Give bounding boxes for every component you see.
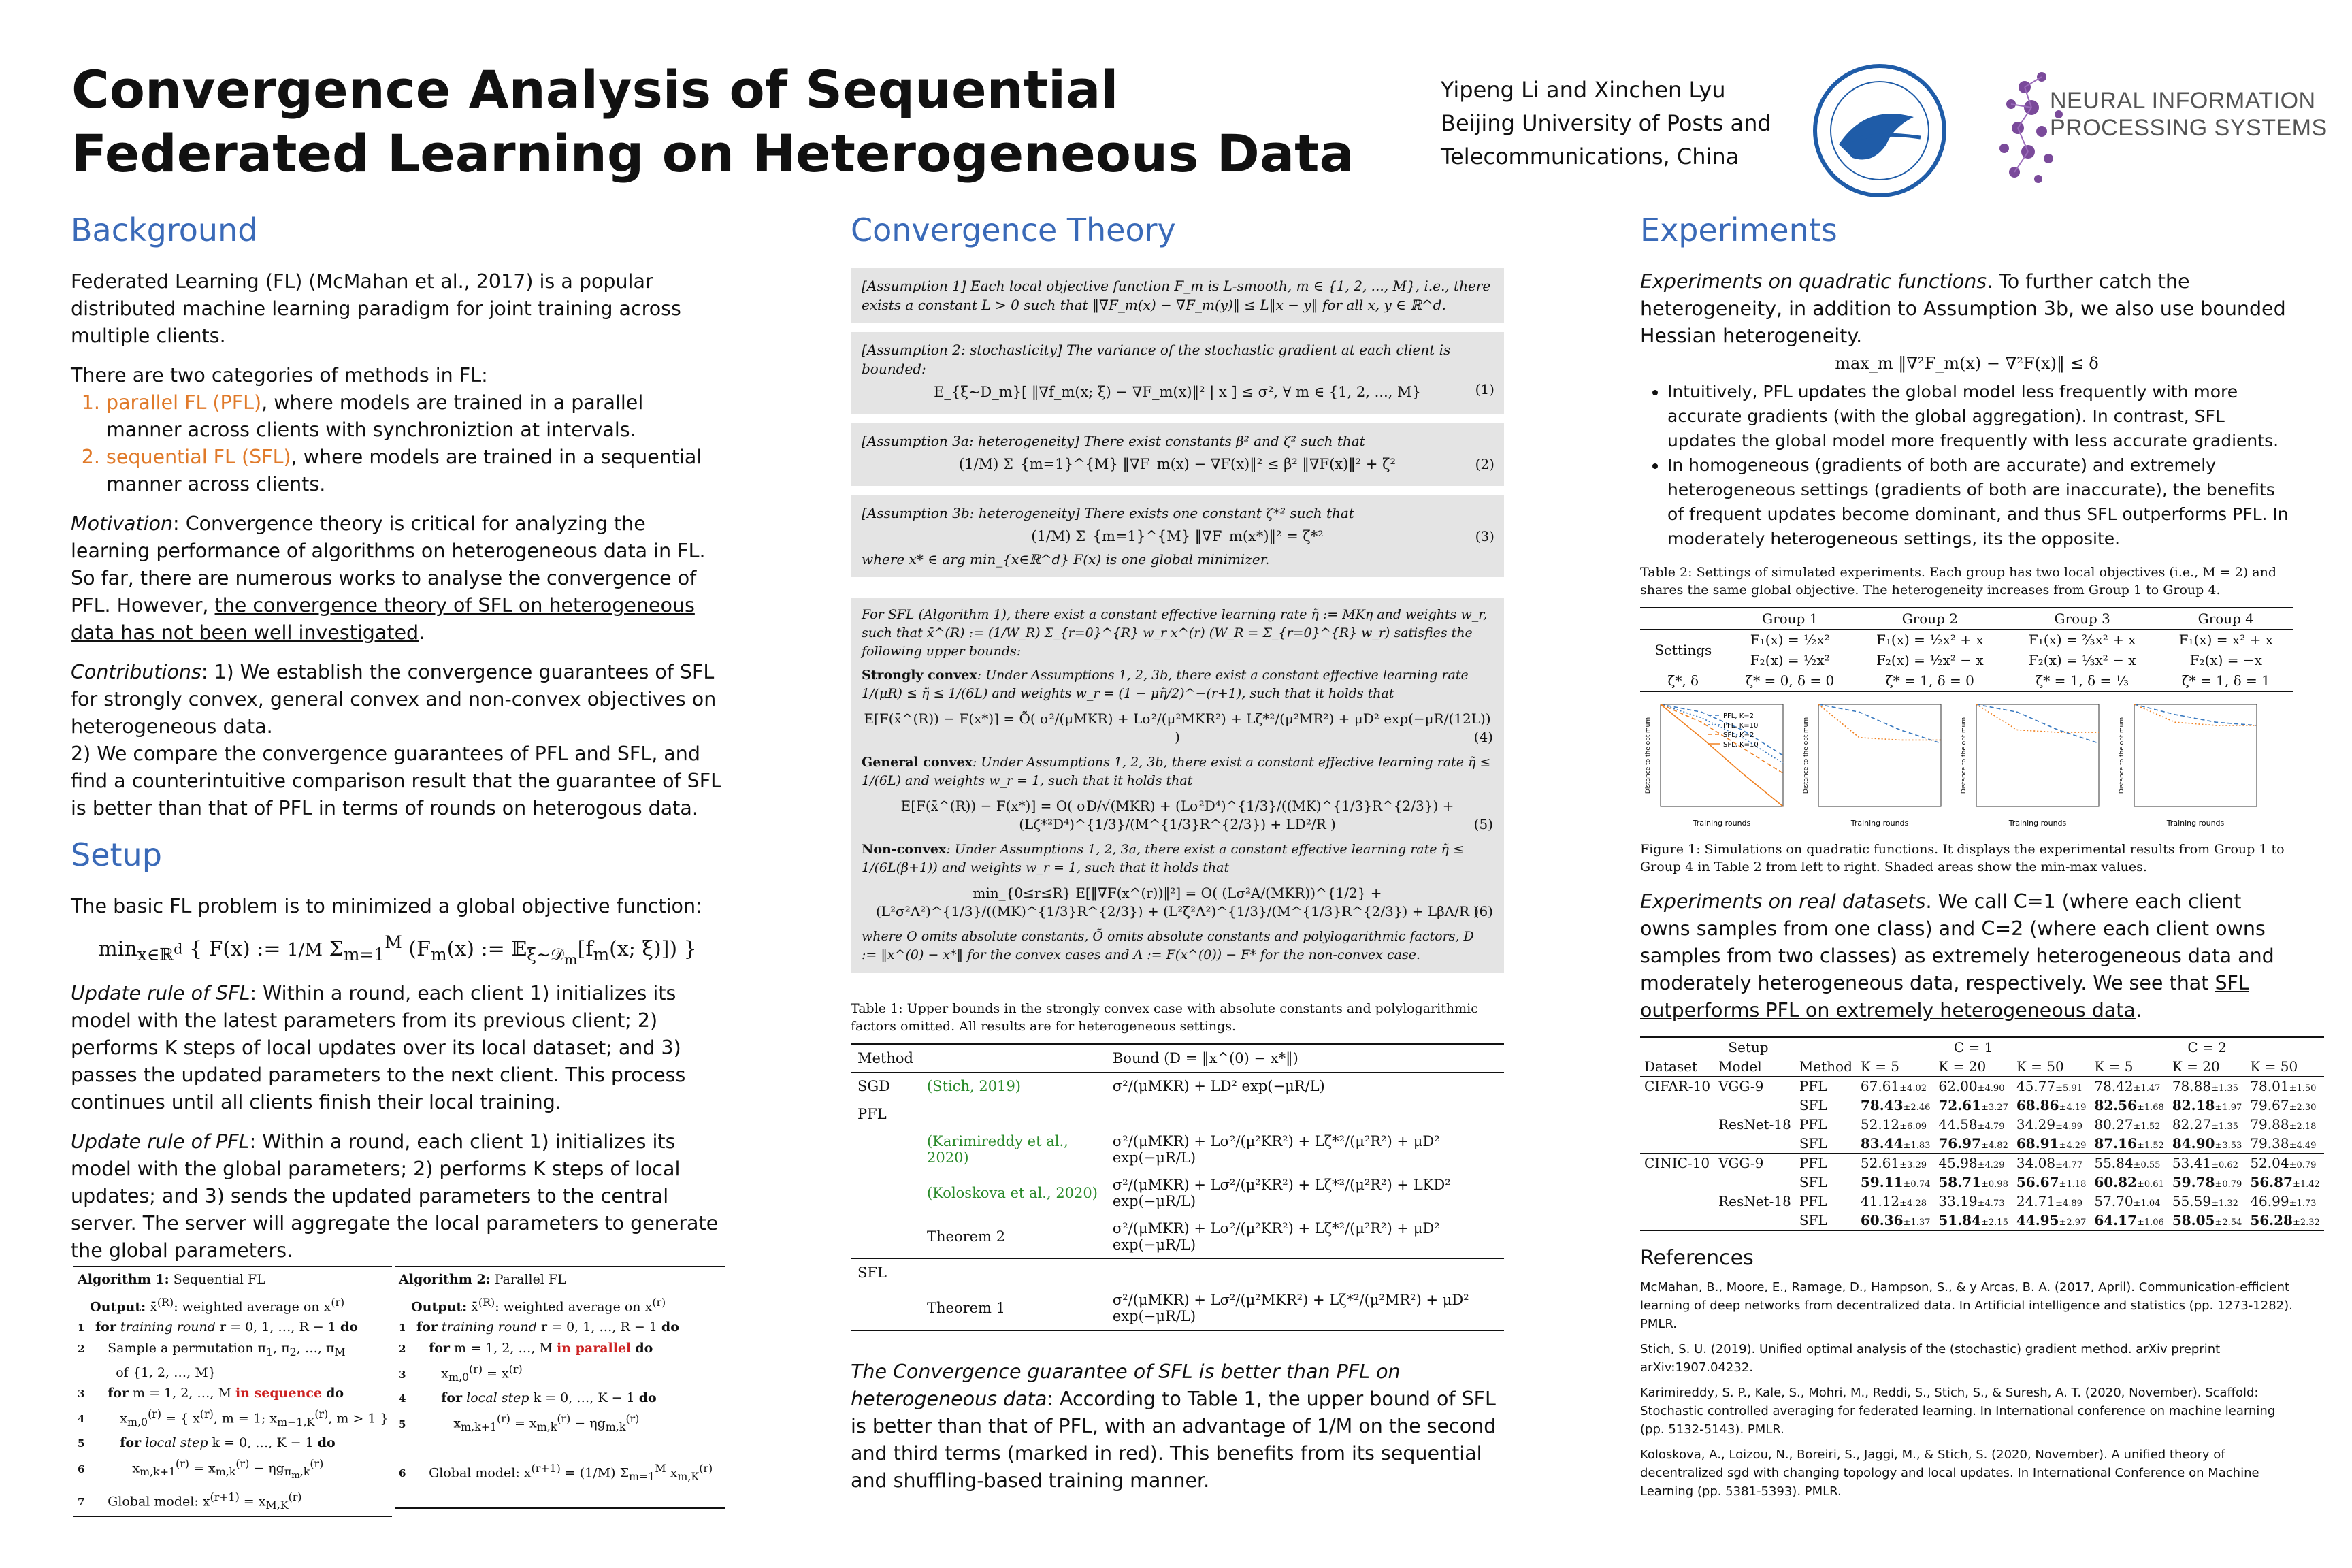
reference-item: Koloskova, A., Loizou, N., Boreiri, S., Jaggi, M., & Stich, S. (2020, November). A unified theory of decentralized sgd with changing topology and local updates. In International Conference on Machine Learning (pp. 5381-5393). PMLR. [1640, 1448, 2259, 1499]
hessian-equation: max_m ‖∇²F_m(x) − ∇²F(x)‖ ≤ δ [1835, 354, 2099, 373]
table-row: Theorem 1 σ²/(μMKR) + Lσ²/(μ²MKR²) + Lζ*²/(μ²MR²) + μD² exp(−μR/L) [851, 1286, 1504, 1330]
table-3: Setup C = 1 C = 2 Dataset Model Method K = 5 K = 20 K = 50 K = 5 K = 20 K = 50 CIFAR-10 VGG-9 PFL 67.61±4.02 62.00±4.90 45.77±5.91 78.42±1.47 78.88±1.35 78.01±1.50 SFL 78.43±2.46 72.61±3.27 68.86±4.19 82.56±1.68 82.18±1.97 79.67±2.30 ResNet-18 PFL 52.12±6.09 44.58±4.79 34.29±4.99 80.27±1.52 82.27±1.35 79.88±2.18 SFL 83.44±1.83 76.97±4.82 68.91±4.29 87.16±1.52 84.90±3.53 79.38±4.49 CINIC-10 VGG-9 PFL 52.61±3.29 45.98±4.29 34.08±4.77 55.84±0.55 53.41±0.62 52.04±0.79 SFL 59.11±0.74 58.71±0.98 56.67±1.18 60.82±0.61 59.78±0.79 56.87±1.42 ResNet-18 PFL 41.12±4.28 33.19±4.73 24.71±4.89 57.70±1.04 55.59±1.32 46.99±1.73 SFL 60.36±1.37 51.84±2.15 44.95±2.97 64.17±1.06 58.05±2.54 56.28±2.32 [1640, 1036, 2324, 1231]
pfl-update-rule: Update rule of PFL: Within a round, each client 1) initializes its model with the global parameters; 2) performs K steps of local updates; and 3) sends the updated parameters to the central server. The server will aggregate the local parameters to generate the global parameters. [71, 1130, 719, 1262]
table-row: CIFAR-10 VGG-9 PFL 67.61±4.02 62.00±4.90 45.77±5.91 78.42±1.47 78.88±1.35 78.01±1.50 [1644, 1078, 2317, 1094]
strongly-convex-bound: E[F(x̄^(R)) − F(x*)] = Õ( σ²/(μMKR) + Lσ²/(μ²MKR²) + Lζ*²/(μ²MR²) + μD² exp(−μR/(12L)) ) (4) [864, 710, 1493, 745]
table-row: SFL 83.44±1.83 76.97±4.82 68.91±4.29 87.16±1.52 84.90±3.53 79.38±4.49 [1640, 1134, 2324, 1154]
conclusion-paragraph: The Convergence guarantee of SFL is better than PFL on heterogeneous data: According to Table 1, the upper bound of SFL is better than that of PFL, with an advantage of 1/M on the second and third terms (marked in red). This benefits from its sequential and shuffling-based training manner. [851, 1360, 1497, 1492]
assumption-3b: [Assumption 3b: heterogeneity] There exists one constant ζ*² such that (1/M) Σ_{m=1}^{M} ‖∇F_m(x*)‖² = ζ*² where x* ∈ arg min_{x∈ℝ^d} F(x) is one global minimizer. (3) [851, 495, 1504, 577]
table-2-caption: Table 2: Settings of simulated experiments. Each group has two local objectives (i.e., M = 2) and shares the same global objective. The heterogeneity increases from Group 1 to Group 4. [1640, 565, 2276, 598]
plot-group-1 [1640, 698, 1790, 834]
affiliation-line-2: Telecommunications, China [1441, 144, 1740, 169]
plot-group-4 [2114, 698, 2264, 834]
setup-heading: Setup [71, 836, 162, 873]
sfl-update-rule: Update rule of SFL: Within a round, each client 1) initializes its model with the latest parameters from its previous client; 2) performs K steps of local updates over its local dataset; and 3) passes the updated parameters to the next client. This process continues until all clients finish their local training. [71, 982, 686, 1113]
y-axis-label: Distance to the optimum [1961, 717, 1967, 794]
list-item: • In homogeneous (gradients of both are accurate) and extremely heterogeneous settings (gradients of both are inaccurate), the benefits of frequent updates become dominant, and thus SFL outperforms PFL. In moderately heterogeneous settings, its the opposite. [1667, 453, 2293, 551]
legend-label: PFL, K=2 [1723, 713, 1754, 720]
column-right [1640, 211, 2320, 1507]
assumption-3a-equation: (1/M) Σ_{m=1}^{M} ‖∇F_m(x) − ∇F(x)‖² ≤ β² ‖∇F(x)‖² + ζ² [959, 456, 1396, 472]
algorithm-2-box: Algorithm 2: Parallel FL Output: x̄$^{(R)}$: weighted average on $x^{(r)}$ 1 for training round r = 0, 1, …, R − 1 do 2 for m = 1, 2, …, M in parallel do 3 $x_{m,0}^{(r)} = x^{(r)}$ 4 for local step k = 0, …, K − 1 do 5 $x_{m,k+1}^{(r)} = x_{m,k}^{(r)} - \eta g_{m,k}^{(r)}$ 6 Global model: $x^{(r+1)} = (1/M)$ $\Sigma_{m=1}^M$ $x_{m,K}^{(r)}$ [395, 1266, 725, 1509]
table-row: Theorem 2 σ²/(μMKR) + Lσ²/(μ²KR²) + Lζ*²/(μ²R²) + μD² exp(−μR/L) [926, 1220, 1440, 1253]
categories-intro: There are two categories of methods in FL: [71, 364, 488, 387]
plot-group-3 [1956, 698, 2106, 834]
author-names: Yipeng Li and Xinchen Lyu [1441, 77, 1726, 103]
table-row: (Koloskova et al., 2020) σ²/(μMKR) + Lσ²/(μ²KR²) + Lζ*²/(μ²R²) + LKD² exp(−μR/L) [926, 1177, 1451, 1209]
plot-frame [1976, 704, 2099, 806]
quadratic-intro: Experiments on quadratic functions. To further catch the heterogeneity, in addition to Assumption 3b, we also use bounded Hessian heterogeneity. [1640, 270, 2286, 347]
algorithm-1-box: Algorithm 1: Sequential FL Output: x̄$^{(R)}$: weighted average on $x^{(r)}$ 1 for training round r = 0, 1, …, R − 1 do 2 Sample a permutation $\pi_1$, $\pi_2$, …, $\pi_M$ of {1, 2, …, M} 3 for m = 1, 2, …, M in sequence do 4 $x_{m,0}^{(r)}$ = { $x^{(r)}$, m = 1; $x_{m-1,K}^{(r)}$, m > 1 } 5 for local step k = 0, …, K − 1 do 6 $x_{m,k+1}^{(r)} = x_{m,k}^{(r)} - \eta g_{\pi_m,k}^{(r)}$ 7 Global model: $x^{(r+1)} = x_{M,K}^{(r)}$ [74, 1266, 392, 1517]
category-sfl: 2. sequential FL (SFL), where models are trained in a sequential manner across clients. [106, 444, 724, 498]
table-row: SGD (Stich, 2019) σ²/(μMKR) + LD² exp(−μR/L) [858, 1078, 1325, 1094]
plot-frame [2134, 704, 2257, 806]
column-left [71, 211, 724, 1277]
assumption-3a: [Assumption 3a: heterogeneity] There exist constants β² and ζ² such that (1/M) Σ_{m=1}^{M} ‖∇F_m(x) − ∇F(x)‖² ≤ β² ‖∇F(x)‖² + ζ² (2) [851, 423, 1504, 486]
neurips-line-2: PROCESSING SYSTEMS [2050, 115, 2328, 141]
x-axis-label: Training rounds [1693, 819, 1751, 828]
y-axis-label: Distance to the optimum [1645, 717, 1652, 794]
assumption-1: [Assumption 1] Each local objective function F_m is L-smooth, m ∈ {1, 2, ..., M}, i.e., there exists a constant L > 0 such that ‖∇F_m(x) − ∇F_m(y)‖ ≤ L‖x − y‖ for all x, y ∈ ℝ^d. [851, 268, 1504, 323]
neurips-line-1: NEURAL INFORMATION [2050, 88, 2316, 114]
theorem-1-box: For SFL (Algorithm 1), there exist a constant effective learning rate η̃ := MKη and weights w_r, such that x̄^(R) := (1/W_R) Σ_{r=0}^{R} w_r x^(r) (W_R = Σ_{r=0}^{R} w_r) satisfies the following upper bounds: Strongly convex: Under Assumptions 1, 2, 3b, there exist a constant effective learning rate 1/(μR) ≤ η̃ ≤ 1/(6L) and weights w_r = (1 − μη̃/2)^−(r+1), such that it holds that E[F(x̄^(R)) − F(x*)] = Õ( σ²/(μMKR) + Lσ²/(μ²MKR²) + Lζ*²/(μ²MR²) + μD² exp(−μR/(12L)) ) (4) General convex: Under Assumptions 1, 2, 3b, there exist a constant effective learning rate η̃ ≤ 1/(6L) and weights w_r = 1, such that it holds that E[F(x̄^(R)) − F(x*)] = O( σD/√(MKR) + (Lσ²D⁴)^{1/3}/((MK)^{1/3}R^{2/3}) + (Lζ*²D⁴)^{1/3}/(M^{1/3}R^{2/3}) + LD²/R ) (5) Non-convex: Under Assumptions 1, 2, 3a, there exist a constant effective learning rate η̃ ≤ 1/(6L(β+1)) and weights w_r = 1, such that it holds that min_{0≤r≤R} E[‖∇F(x^(r))‖²] = O( (Lσ²A/(MKR))^{1/2} + (L²σ²A²)^{1/3}/((MK)^{1/3}R^{2/3}) + (L²ζ²A²)^{1/3}/(M^{1/3}R^{2/3}) + LβA/R ) (6) where O omits absolute constants, Õ omits absolute constants and polylogarithmic factors, D := ‖x^(0) − x*‖ for the convex cases and A := F(x^(0)) − F* for the non-convex case. [851, 598, 1504, 973]
poster-title [71, 58, 1433, 186]
assumption-2: [Assumption 2: stochasticity] The variance of the stochastic gradient at each client is bounded: E_{ξ∼D_m}[ ‖∇f_m(x; ξ) − ∇F_m(x)‖² | x ] ≤ σ², ∀ m ∈ {1, 2, ..., M} (1) [851, 332, 1504, 414]
table-row: SFL 78.43±2.46 72.61±3.27 68.86±4.19 82.56±1.68 82.18±1.97 79.67±2.30 [1799, 1097, 2317, 1113]
table-row: ResNet-18 PFL 41.12±4.28 33.19±4.73 24.71±4.89 57.70±1.04 55.59±1.32 46.99±1.73 [1718, 1193, 2317, 1209]
y-axis-label: Distance to the optimum [2119, 717, 2125, 794]
table-row: F₂(x) = ½x² F₂(x) = ½x² − x F₂(x) = ⅓x² − x F₂(x) = −x [1750, 652, 2262, 668]
x-axis-label: Training rounds [2166, 819, 2225, 828]
x-axis-label: Training rounds [2008, 819, 2067, 828]
background-heading: Background [71, 212, 258, 248]
table-row: SFL [851, 1259, 1504, 1287]
reference-item: Stich, S. U. (2019). Unified optimal analysis of the (stochastic) gradient method. arXiv preprint arXiv:1907.04232. [1640, 1342, 2221, 1375]
bupt-logo-icon [1812, 63, 1948, 199]
table-row: ResNet-18 PFL 52.12±6.09 44.58±4.79 34.29±4.99 80.27±1.52 82.27±1.35 79.88±2.18 [1718, 1116, 2317, 1132]
table-row: PFL [851, 1100, 1504, 1128]
legend-label: SFL, K=2 [1723, 732, 1754, 739]
column-middle [851, 211, 1504, 1507]
table-row: SFL 60.36±1.37 51.84±2.15 44.95±2.97 64.17±1.06 58.05±2.54 56.28±2.32 [1640, 1211, 2324, 1230]
real-datasets-paragraph: Experiments on real datasets. We call C=1 (where each client owns samples from one class) and C=2 (where each client owns samples from two classes) as extremely heterogeneous data and moderately heterogeneous data, respectively. We see that SFL outperforms PFL on extremely heterogeneous data. [1640, 890, 2274, 1022]
categories-list [71, 389, 724, 498]
experiments-heading: Experiments [1640, 212, 1838, 248]
x-axis-label: Training rounds [1850, 819, 1909, 828]
global-objective-equation: $\min_{x\in ℝ^d}$ { F(x) := 1/M $\Sigma_{m=1}^M$ ($F_m(x)$ := $𝔼_{\xi\sim 𝒟_m}[f_m(x$; ξ)]) } [98, 932, 697, 968]
experiments-bullets [1640, 380, 2293, 551]
table-1: Method Bound (D = ‖x^(0) − x*‖) SGD (Stich, 2019) σ²/(μMKR) + LD² exp(−μR/L) PFL (Karimireddy et al., 2020) σ²/(μMKR) + Lσ²/(μ²KR²) + Lζ*²/(μ²R²) + μD² exp(−μR/L) (Koloskova et al., 2020) σ²/(μMKR) + Lσ²/(μ²KR²) + Lζ*²/(μ²R²) + LKD² exp(−μR/L) Theorem 2 σ²/(μMKR) + Lσ²/(μ²KR²) + Lζ*²/(μ²R²) + μD² exp(−μR/L) SFL Theorem 1 σ²/(μMKR) + Lσ²/(μ²MKR²) + Lζ*²/(μ²MR²) + μD² exp(−μR/L) [851, 1043, 1504, 1331]
table-row: (Karimireddy et al., 2020) σ²/(μMKR) + Lσ²/(μ²KR²) + Lζ*²/(μ²R²) + μD² exp(−μR/L) [926, 1133, 1440, 1166]
non-convex-bound: min_{0≤r≤R} E[‖∇F(x^(r))‖²] = O( (Lσ²A/(MKR))^{1/2} + (L²σ²A²)^{1/3}/((MK)^{1/3}R^{2/3}) + (L²ζ²A²)^{1/3}/(M^{1/3}R^{2/3}) + LβA/R ) (6) [875, 885, 1493, 919]
reference-item: McMahan, B., Moore, E., Ramage, D., Hampson, S., & y Arcas, B. A. (2017, April). Communication-efficient learning of deep networks from decentralized data. In Artificial intelligence and statistics (pp. 1273-1282). PMLR. [1640, 1280, 2293, 1331]
category-pfl: 1. parallel FL (PFL), where models are trained in a parallel manner across clients with synchroniztion at intervals. [106, 389, 724, 444]
references-list [1640, 1278, 2293, 1501]
background-intro: Federated Learning (FL) (McMahan et al., 2017) is a popular distributed machine learning paradigm for joint training across multiple clients. [71, 270, 681, 347]
simulation-plots [1640, 698, 2293, 834]
table-row: SFL 59.11±0.74 58.71±0.98 56.67±1.18 60.82±0.61 59.78±0.79 56.87±1.42 [1799, 1174, 2320, 1190]
affiliation-line-1: Beijing University of Posts and [1441, 110, 1771, 136]
table-2: Group 1 Group 2 Group 3 Group 4 Settings F₁(x) = ½x² F₁(x) = ½x² + x F₁(x) = ⅔x² + x F₁(x) = x² + x F₂(x) = ½x² F₂(x) = ½x² − x F₂(x) = ⅓x² − x F₂(x) = −x ζ*, δ ζ* = 0, δ = 0 ζ* = 1, δ = 0 ζ* = 1, δ = ⅓ ζ* = 1, δ = 1 [1640, 607, 2293, 692]
plot-group-2 [1798, 698, 1948, 834]
legend-label: PFL, K=10 [1723, 722, 1759, 730]
neurips-wordmark [2050, 87, 2328, 142]
references-heading: References [1640, 1246, 1754, 1270]
theory-heading: Convergence Theory [851, 212, 1176, 248]
assumption-3b-equation: (1/M) Σ_{m=1}^{M} ‖∇F_m(x*)‖² = ζ*² [1031, 528, 1324, 544]
title-line-2: Federated Learning on Heterogeneous Data [71, 123, 1354, 184]
figure-1-caption: Figure 1: Simulations on quadratic functions. It displays the experimental results from Group 1 to Group 4 in Table 2 from left to right. Shaded areas show the min-max values. [1640, 842, 2285, 875]
contributions-2: 2) We compare the convergence guarantees of PFL and SFL, and find a counterintuitive comparison result that the guarantee of SFL is better than that of PFL in terms of rounds on heterogous data. [71, 742, 722, 819]
table-row: CINIC-10 VGG-9 PFL 52.61±3.29 45.98±4.29 34.08±4.77 55.84±0.55 53.41±0.62 52.04±0.79 [1644, 1155, 2317, 1171]
motivation-paragraph: Motivation: Convergence theory is critical for analyzing the learning performance of algorithms on heterogeneous data in FL. So far, there are numerous works to analyse the convergence of PFL. However, the convergence theory of SFL on heterogeneous data has not been well investigated. [71, 512, 706, 644]
setup-problem: The basic FL problem is to minimized a global objective function: [71, 895, 702, 917]
y-axis-label: Distance to the optimum [1803, 717, 1810, 794]
table-row: Settings F₁(x) = ½x² F₁(x) = ½x² + x F₁(x) = ⅔x² + x F₁(x) = x² + x [1654, 632, 2273, 658]
table-row: ζ*, δ ζ* = 0, δ = 0 ζ* = 1, δ = 0 ζ* = 1, δ = ⅓ ζ* = 1, δ = 1 [1667, 672, 2270, 689]
assumption-2-equation: E_{ξ∼D_m}[ ‖∇f_m(x; ξ) − ∇F_m(x)‖² | x ] ≤ σ², ∀ m ∈ {1, 2, ..., M} [934, 384, 1421, 400]
legend-label: SFL, K=10 [1723, 741, 1759, 749]
contributions-paragraph: Contributions: 1) We establish the convergence guarantees of SFL for strongly convex, general convex and non-convex objectives on heterogeneous data. [71, 661, 717, 738]
table-1-caption: Table 1: Upper bounds in the strongly convex case with absolute constants and polylogarithmic factors omitted. All results are for heterogeneous settings. [851, 1001, 1478, 1034]
authors-block [1441, 74, 1771, 174]
general-convex-bound: E[F(x̄^(R)) − F(x*)] = O( σD/√(MKR) + (Lσ²D⁴)^{1/3}/((MK)^{1/3}R^{2/3}) + (Lζ*²D⁴)^{1/3}/(M^{1/3}R^{2/3}) + LD²/R ) (5) [900, 798, 1493, 832]
reference-item: Karimireddy, S. P., Kale, S., Mohri, M., Reddi, S., Stich, S., & Suresh, A. T. (2020, November). Scaffold: Stochastic controlled averaging for federated learning. In International conference on machine learning (pp. 5132-5143). PMLR. [1640, 1386, 2276, 1437]
title-line-1: Convergence Analysis of Sequential [71, 59, 1119, 120]
list-item: • Intuitively, PFL updates the global model less frequently with more accurate gradients (with the global aggregation). In contrast, SFL updates the global model more frequently with less accurate gradients. [1667, 380, 2293, 453]
